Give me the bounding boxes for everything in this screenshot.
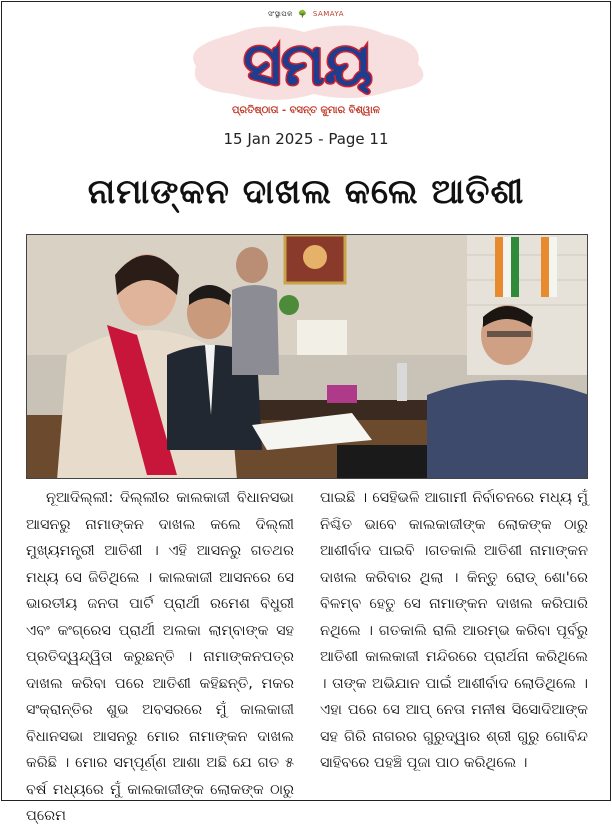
tree-emblem-icon: 🌳	[298, 10, 308, 18]
photo-scene	[27, 235, 588, 479]
news-photo	[26, 234, 588, 479]
article-text-col2: ପାଇଛି । ସେହିଭଳି ଆଗାମୀ ନିର୍ବାଚନରେ ମଧ୍ୟ ମୁଁ ନିଶ୍ଚିତ ଭାବେ କାଲକାଜୀଙ୍କ ଲୋକଙ୍କ ଠାରୁ ଆଶୀର୍ବାଦ ପାଇବି ।ଗତକାଲି ଆତିଶୀ ନାମାଙ୍କନ ଦାଖଲ କରିବାର ଥିଲା । କିନ୍ତୁ ରୋଡ୍ ଶୋ'ରେ ବିଳମ୍ବ ହେତୁ ସେ ନାମାଙ୍କନ ଦାଖଲ କରିପାରି ନଥିଲେ । ଗତକାଲି ରାଲି ଆରମ୍ଭ କରିବା ପୂର୍ବରୁ ଆତିଶୀ କାଲକାଜୀ ମନ୍ଦିରରେ ପ୍ରାର୍ଥନା କରିଥିଲେ । ତାଙ୍କ ଅଭିଯାନ ପାଇଁ ଆଶୀର୍ବାଦ ଲୋଡିଥିଲେ । ଏହା ପରେ ସେ ଆପ୍ ନେତା ମନୀଷ ସିସୋଦିଆଙ୍କ ସହ ଗିରି ନାଗରର ଗୁରୁଦ୍ୱାର ଶ୍ରୀ ଗୁରୁ ଗୋବିନ୍ଦ ସାହିବରେ ପହଞ୍ଚି ପୂଜା ପାଠ କରିଥିଲେ ।	[320, 490, 588, 771]
masthead-top-left: ସଂସ୍ଥାପକ	[267, 10, 293, 18]
newspaper-page	[1, 1, 611, 824]
samaya-logo	[174, 24, 442, 100]
founder-line: ପ୍ରତିଷ୍ଠାତା - ବସନ୍ତ କୁମାର ବିଶ୍ୱାଳ	[232, 105, 380, 116]
masthead	[2, 2, 610, 130]
logo-text: ସମୟ	[243, 30, 373, 98]
masthead-tagline	[2, 10, 610, 19]
article-body	[26, 485, 588, 824]
article-column-2	[320, 485, 588, 795]
article-text-col1: ନୂଆଦିଲ୍ଲୀ: ଦିଲ୍ଲୀର କାଲକାଜୀ ବିଧାନସଭା ଆସନରୁ ନାମାଙ୍କନ ଦାଖଲ କଲେ ଦିଲ୍ଲୀ ମୁଖ୍ୟମନ୍ତ୍ରୀ ଆତିଶୀ । ଏହି ଆସନରୁ ଗତଥର ମଧ୍ୟ ସେ ଜିତିଥିଲେ । କାଲକାଜୀ ଆସନରେ ସେ ଭାରତୀୟ ଜନତା ପାର୍ଟି ପ୍ରାର୍ଥୀ ରମେଶ ବିଧୁରୀ ଏବଂ କଂଗ୍ରେସ ପ୍ରାର୍ଥୀ ଅଲକା ଲାମ୍ବାଙ୍କ ସହ ପ୍ରତିଦ୍ୱନ୍ଦ୍ୱିତା କରୁଛନ୍ତି । ନାମାଙ୍କନପତ୍ର ଦାଖଲ କରିବା ପରେ ଆତିଶୀ କହିଛନ୍ତି, ମକର ସଂକ୍ରାନ୍ତିର ଶୁଭ ଅବସରରେ ମୁଁ କାଲକାଜୀ ବିଧାନସଭା ଆସନରୁ ମୋର ନାମାଙ୍କନ ଦାଖଲ କରିଛି । ମୋର ସମ୍ପୂର୍ଣ୍ଣ ଆଶା ଅଛି ଯେ ଗତ ୫ ବର୍ଷ ମଧ୍ୟରେ ମୁଁ କାଲକାଜୀଙ୍କ ଲୋକଙ୍କ ଠାରୁ ପ୍ରେମ	[26, 490, 294, 824]
headline: ନାମାଙ୍କନ ଦାଖଲ କଲେ ଆତିଶୀ	[87, 172, 525, 212]
masthead-top-right: SAMAYA	[312, 10, 345, 18]
article-column-1	[26, 485, 294, 824]
dateline: 15 Jan 2025 - Page 11	[223, 130, 389, 148]
